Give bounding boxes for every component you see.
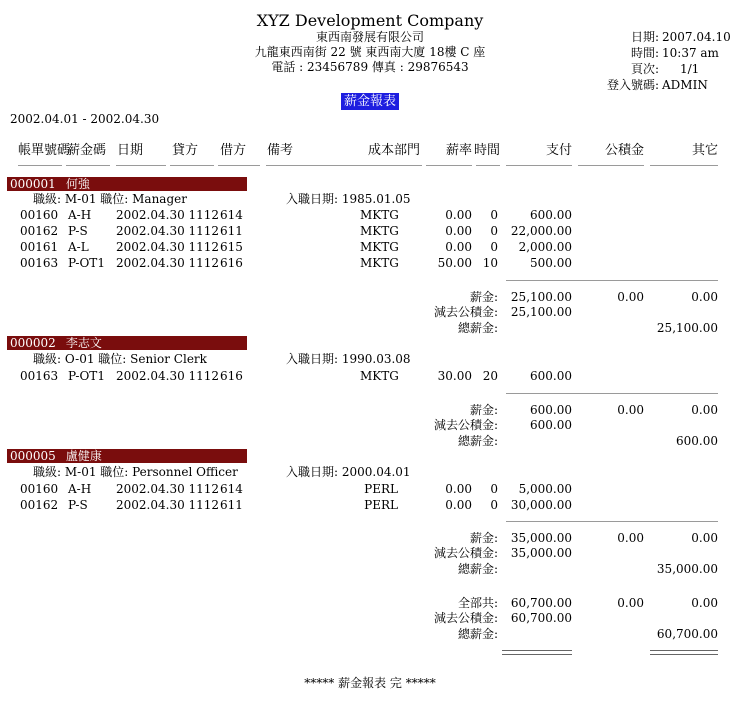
voucher-no: 00161 <box>20 240 59 254</box>
debit: 616 <box>220 369 243 383</box>
payment: 30,000.00 <box>510 498 572 512</box>
employee-name: 何強 <box>65 177 90 191</box>
total-label: 總薪金: <box>457 321 498 335</box>
grand-other-value: 0.00 <box>691 596 718 610</box>
voucher-no: 00162 <box>20 498 59 512</box>
double-underline <box>650 650 718 655</box>
rate: 0.00 <box>445 482 472 496</box>
employee-id: 000002 <box>10 336 56 350</box>
employee-header-bar <box>7 449 247 463</box>
col-underline <box>218 165 260 166</box>
employee-id: 000005 <box>10 449 56 463</box>
other-value: 0.00 <box>691 531 718 545</box>
salary-value: 25,100.00 <box>510 290 572 304</box>
hours: 0 <box>490 208 498 222</box>
col-hours: 時間 <box>474 143 501 158</box>
hours: 0 <box>490 482 498 496</box>
hours: 10 <box>482 256 498 270</box>
date-credit: 2002.04.30 1112 <box>116 369 220 383</box>
col-underline <box>578 165 644 166</box>
col-underline <box>476 165 500 166</box>
payment: 600.00 <box>530 208 572 222</box>
col-underline <box>170 165 214 166</box>
cost-center: PERL <box>364 498 398 512</box>
voucher-no: 00160 <box>20 482 59 496</box>
payment: 2,000.00 <box>518 240 572 254</box>
login-label: 登入號碼: <box>606 78 659 92</box>
voucher-no: 00162 <box>20 224 59 238</box>
voucher-no: 00160 <box>20 208 59 222</box>
col-debit: 借方 <box>220 143 247 158</box>
salary-code: P-OT1 <box>68 369 105 383</box>
double-underline <box>502 650 572 655</box>
employee-join-date: 入職日期: 2000.04.01 <box>286 465 411 479</box>
report-footer: ***** 薪金報表 完 ***** <box>304 676 436 690</box>
company-address: 九龍東西南街 22 號 東西南大廈 18樓 C 座 <box>254 45 486 59</box>
hours: 0 <box>490 240 498 254</box>
cost-center: PERL <box>364 482 398 496</box>
col-underline <box>18 165 62 166</box>
employee-name: 李志文 <box>65 336 102 350</box>
col-cost-center: 成本部門 <box>367 143 420 158</box>
salary-value: 35,000.00 <box>510 531 572 545</box>
page-value: 1/1 <box>680 62 700 76</box>
mpf-value: 0.00 <box>617 531 644 545</box>
voucher-no: 00163 <box>20 369 59 383</box>
payment: 600.00 <box>530 369 572 383</box>
salary-code: P-OT1 <box>68 256 105 270</box>
less-mpf-label: 減去公積金: <box>433 546 498 560</box>
col-remarks: 備考 <box>267 143 294 158</box>
col-underline <box>116 165 166 166</box>
cost-center: MKTG <box>360 224 399 238</box>
employee-header-bar <box>7 336 247 350</box>
report-title-badge: 薪金報表 <box>341 93 399 110</box>
total-value: 600.00 <box>676 434 718 448</box>
time-label: 時間: <box>630 46 659 60</box>
debit: 611 <box>220 498 243 512</box>
grand-all-value: 60,700.00 <box>510 596 572 610</box>
grand-less-mpf-value: 60,700.00 <box>510 611 572 625</box>
salary-label: 薪金: <box>469 290 498 304</box>
grand-total-label: 總薪金: <box>457 627 498 641</box>
less-mpf-label: 減去公積金: <box>433 418 498 432</box>
employee-info: 職級: M-01 職位: Manager <box>33 192 187 206</box>
date-value: 2007.04.10 <box>662 30 731 44</box>
col-date: 日期 <box>117 143 144 158</box>
time-value: 10:37 am <box>662 46 719 60</box>
mpf-value: 0.00 <box>617 403 644 417</box>
rate: 0.00 <box>445 498 472 512</box>
subtotal-divider <box>506 280 718 281</box>
date-credit: 2002.04.30 1112 <box>116 240 220 254</box>
other-value: 0.00 <box>691 290 718 304</box>
company-phone-fax: 電話 : 23456789 傳真 : 29876543 <box>271 60 469 74</box>
other-value: 0.00 <box>691 403 718 417</box>
login-value: ADMIN <box>662 78 708 92</box>
salary-label: 薪金: <box>469 531 498 545</box>
date-credit: 2002.04.30 1112 <box>116 256 220 270</box>
less-mpf-value: 35,000.00 <box>510 546 572 560</box>
debit: 611 <box>220 224 243 238</box>
col-salary-code: 薪金碼 <box>67 143 107 158</box>
col-payment: 支付 <box>545 143 572 158</box>
grand-total-value: 60,700.00 <box>656 627 718 641</box>
payment: 22,000.00 <box>510 224 572 238</box>
col-voucher-no: 帳單號碼 <box>18 143 71 158</box>
hours: 20 <box>482 369 498 383</box>
employee-join-date: 入職日期: 1985.01.05 <box>286 192 411 206</box>
date-credit: 2002.04.30 1112 <box>116 482 220 496</box>
grand-mpf-value: 0.00 <box>617 596 644 610</box>
subtotal-divider <box>506 393 718 394</box>
grand-less-mpf-label: 減去公積金: <box>433 611 498 625</box>
subtotal-divider <box>506 521 718 522</box>
debit: 614 <box>220 208 243 222</box>
rate: 0.00 <box>445 224 472 238</box>
debit: 616 <box>220 256 243 270</box>
debit: 614 <box>220 482 243 496</box>
salary-code: A-H <box>68 208 92 222</box>
mpf-value: 0.00 <box>617 290 644 304</box>
col-mpf: 公積金 <box>604 143 644 158</box>
salary-code: A-L <box>68 240 89 254</box>
employee-info: 職級: M-01 職位: Personnel Officer <box>33 465 238 479</box>
cost-center: MKTG <box>360 369 399 383</box>
less-mpf-value: 600.00 <box>530 418 572 432</box>
col-other: 其它 <box>691 143 718 158</box>
hours: 0 <box>490 224 498 238</box>
salary-label: 薪金: <box>469 403 498 417</box>
employee-name: 盧健康 <box>65 449 102 463</box>
cost-center: MKTG <box>360 208 399 222</box>
page-label: 頁次: <box>630 62 659 76</box>
date-credit: 2002.04.30 1112 <box>116 498 220 512</box>
salary-code: P-S <box>68 224 88 238</box>
hours: 0 <box>490 498 498 512</box>
payment: 500.00 <box>530 256 572 270</box>
col-credit: 貸方 <box>172 143 199 158</box>
company-name-zh: 東西南發展有限公司 <box>315 30 424 44</box>
report-period: 2002.04.01 - 2002.04.30 <box>10 112 160 126</box>
voucher-no: 00163 <box>20 256 59 270</box>
col-underline <box>426 165 472 166</box>
rate: 30.00 <box>437 369 472 383</box>
cost-center: MKTG <box>360 256 399 270</box>
rate: 50.00 <box>437 256 472 270</box>
date-credit: 2002.04.30 1112 <box>116 224 220 238</box>
col-underline <box>370 165 422 166</box>
debit: 615 <box>220 240 243 254</box>
company-name-en: XYZ Development Company <box>256 11 484 30</box>
col-underline <box>650 165 718 166</box>
employee-id: 000001 <box>10 177 56 191</box>
cost-center: MKTG <box>360 240 399 254</box>
date-label: 日期: <box>630 30 659 44</box>
grand-all-label: 全部共: <box>457 596 498 610</box>
less-mpf-label: 減去公積金: <box>433 305 498 319</box>
col-rate: 薪率 <box>445 143 472 158</box>
col-underline <box>66 165 110 166</box>
payment: 5,000.00 <box>518 482 572 496</box>
total-label: 總薪金: <box>457 562 498 576</box>
rate: 0.00 <box>445 208 472 222</box>
rate: 0.00 <box>445 240 472 254</box>
total-value: 25,100.00 <box>656 321 718 335</box>
less-mpf-value: 25,100.00 <box>510 305 572 319</box>
col-underline <box>506 165 572 166</box>
total-value: 35,000.00 <box>656 562 718 576</box>
employee-join-date: 入職日期: 1990.03.08 <box>286 352 411 366</box>
salary-value: 600.00 <box>530 403 572 417</box>
salary-code: P-S <box>68 498 88 512</box>
total-label: 總薪金: <box>457 434 498 448</box>
employee-info: 職級: O-01 職位: Senior Clerk <box>33 352 207 366</box>
report-title <box>0 94 740 109</box>
employee-header-bar <box>7 177 247 191</box>
salary-code: A-H <box>68 482 92 496</box>
date-credit: 2002.04.30 1112 <box>116 208 220 222</box>
